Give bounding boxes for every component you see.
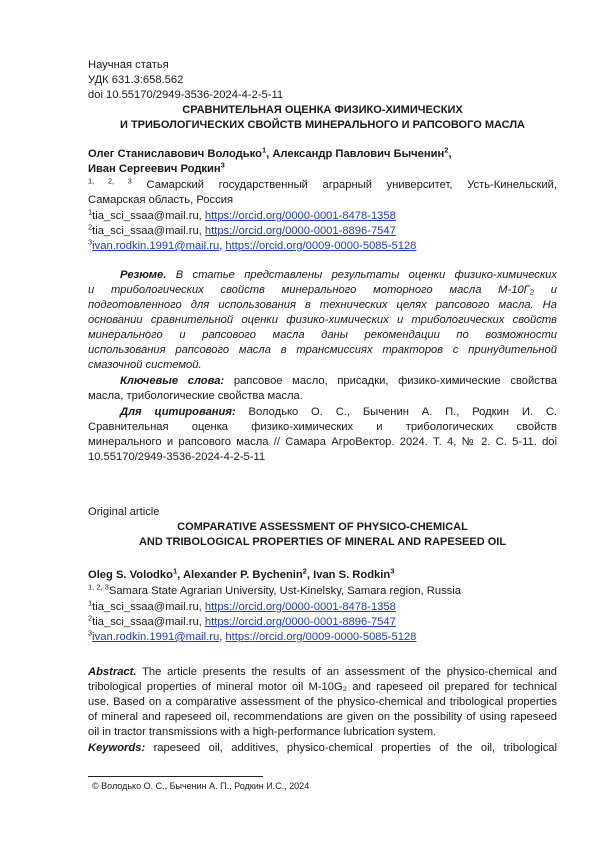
orcid-link[interactable]: https://orcid.org/0009-0000-5085-5128 — [225, 240, 417, 252]
contact-en-2: $^2$tia_sci_ssaa@mail.ru, https://orcid.org/0000-0001-8896-7547 — [88, 613, 396, 628]
contact-en-3: $^3$ivan.rodkin.1991@mail.ru, https://orcid.org/0009-0000-5085-5128 — [88, 628, 417, 643]
abstract-label: Abstract. — [88, 666, 137, 678]
abstract-ru-line: использования рапсового масла в трансмиссиях тракторов с принудительной — [88, 344, 557, 356]
keywords-label: Keywords: — [88, 742, 146, 754]
authors-ru-line1: Олег Станиславович Володько$^1$, Александр Павлович Быченин$^2$, — [88, 145, 452, 160]
copyright-footnote: © Володько О. С., Быченин А. П., Родкин И.С., 2024 — [92, 781, 310, 791]
abstract-ru-line: подготовленного для использования в технических целях рапсового масла. На — [88, 299, 557, 311]
abstract-ru-line: основании сравнительной оценки физико-химических и трибологических свойств — [88, 314, 557, 326]
author-name: Олег Станиславович Володько — [88, 148, 262, 160]
abstract-ru-line: минерального и рапсового масла даны рекомендации по возможности — [88, 329, 557, 341]
author-name: Ivan S. Rodkin — [313, 569, 391, 581]
affiliation-en: $^{1, 2, 3}$Samara State Agrarian University, Ust-Kinelsky, Samara region, Russia — [88, 582, 461, 597]
orcid-link[interactable]: https://orcid.org/0000-0001-8896-7547 — [204, 616, 396, 628]
title-en-line1: COMPARATIVE ASSESSMENT OF PHYSICO-CHEMICAL — [177, 521, 468, 533]
abstract-en-line: tribological properties of mineral motor oil M-10G₂ and rapeseed oil prepared for technical — [88, 681, 557, 693]
orcid-link[interactable]: https://orcid.org/0000-0001-8478-1358 — [204, 601, 396, 613]
title-ru-line1: СРАВНИТЕЛЬНАЯ ОЦЕНКА ФИЗИКО-ХИМИЧЕСКИХ — [182, 104, 463, 116]
article-type: Научная статья — [88, 59, 169, 71]
orcid-link[interactable]: https://orcid.org/0009-0000-5085-5128 — [225, 631, 417, 643]
abstract-en-line: oil in tractor transmissions with a high-performance lubrication system. — [88, 726, 437, 738]
contact-ru-3: $^3$ivan.rodkin.1991@mail.ru, https://orcid.org/0009-0000-5085-5128 — [88, 237, 417, 252]
abstract-ru-line: Резюме. В статье представлены результаты оценки физико-химических — [120, 269, 557, 281]
citation-line2: Сравнительная оценка физико-химических и трибологических свойств — [88, 421, 557, 433]
author-name: Александр Павлович Быченин — [272, 148, 445, 160]
orcid-link[interactable]: https://orcid.org/0000-0001-8896-7547 — [204, 225, 396, 237]
abstract-ru-line: и трибологических свойств минерального моторного масла М-10Г₂ и — [88, 284, 557, 296]
affiliation-ru-line1: $^{1, 2, 3}$ Самарский государственный аграрный университет, Усть-Кинельский, — [88, 176, 558, 191]
abstract-label: Резюме. — [120, 269, 167, 281]
footnote-divider — [88, 776, 263, 777]
contact-en-1: $^1$tia_sci_ssaa@mail.ru, https://orcid.org/0000-0001-8478-1358 — [88, 598, 396, 613]
keywords-en-line1: Keywords: rapeseed oil, additives, physico-chemical properties of the oil, tribological — [88, 742, 557, 754]
orcid-link[interactable]: https://orcid.org/0000-0001-8478-1358 — [204, 210, 396, 222]
title-ru-line2: И ТРИБОЛОГИЧЕСКИХ СВОЙСТВ МИНЕРАЛЬНОГО И РАПСОВОГО МАСЛА — [119, 119, 525, 131]
title-en-line2: AND TRIBOLOGICAL PROPERTIES OF MINERAL AND RAPESEED OIL — [138, 536, 507, 548]
abstract-en-line: of mineral and rapeseed oil, recommendations are given on the possibility of using rapeseed — [88, 711, 557, 723]
doi: doi 10.55170/2949-3536-2024-4-2-5-11 — [88, 89, 284, 101]
abstract-ru-line: смазочной системой. — [88, 359, 202, 371]
keywords-label: Ключевые слова: — [120, 375, 225, 387]
author-name: Alexander P. Bychenin — [182, 569, 303, 581]
email-link[interactable]: ivan.rodkin.1991@mail.ru — [92, 240, 220, 252]
citation-label: Для цитирования: — [120, 406, 236, 418]
authors-en: Oleg S. Volodko$^1$, Alexander P. Bychenin$^2$, Ivan S. Rodkin$^3$ — [88, 566, 395, 581]
contact-ru-2: $^2$tia_sci_ssaa@mail.ru, https://orcid.org/0000-0001-8896-7547 — [88, 222, 396, 237]
udk-code: УДК 631.3:658.562 — [88, 74, 184, 86]
keywords-ru-line1: Ключевые слова: рапсовое масло, присадки, физико-химические свойства — [120, 375, 557, 387]
author-name: Иван Сергеевич Родкин — [88, 163, 221, 175]
author-name: Oleg S. Volodko — [88, 569, 173, 581]
authors-ru-line2: Иван Сергеевич Родкин$^3$ — [88, 160, 225, 175]
affiliation-ru-line2: Самарская область, Россия — [88, 194, 234, 206]
contact-ru-1: $^1$tia_sci_ssaa@mail.ru, https://orcid.org/0000-0001-8478-1358 — [88, 207, 396, 222]
citation-line4: 10.55170/2949-3536-2024-4-2-5-11 — [88, 451, 266, 463]
article-type-en: Original article — [88, 506, 160, 518]
citation-line3: минерального и рапсового масла // Самара АгроВектор. 2024. Т. 4, № 2. С. 5-11. doi — [88, 436, 557, 448]
abstract-en-line: Abstract. The article presents the results of an assessment of the physico-chemical and — [88, 666, 557, 678]
abstract-en-line: use. Based on a comparative assessment of the physico-chemical and tribological properties — [88, 696, 557, 708]
citation-line1: Для цитирования: Володько О. С., Быченин А. П., Родкин И. С. — [120, 406, 558, 418]
email-link[interactable]: ivan.rodkin.1991@mail.ru — [92, 631, 220, 643]
keywords-ru-line2: масла, трибологические свойства масла. — [88, 390, 303, 402]
